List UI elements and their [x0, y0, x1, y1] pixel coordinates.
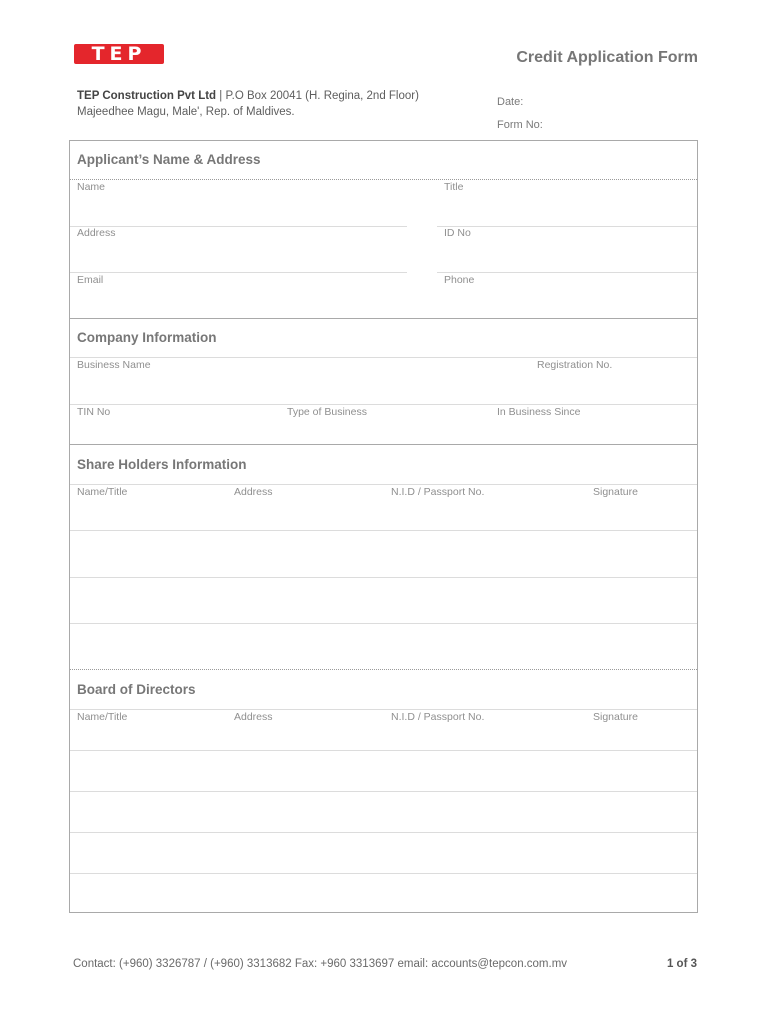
section-divider	[70, 357, 697, 358]
registration-no-field[interactable]: Registration No.	[537, 359, 613, 371]
type-of-business-field[interactable]: Type of Business	[287, 406, 367, 418]
shareholders-section-title: Share Holders Information	[77, 457, 247, 472]
date-label: Date:	[497, 96, 524, 108]
field-line	[70, 226, 407, 227]
email-field[interactable]: Email	[77, 274, 104, 286]
in-business-since-field[interactable]: In Business Since	[497, 406, 581, 418]
business-name-field[interactable]: Business Name	[77, 359, 151, 371]
application-form	[69, 140, 698, 913]
page-number: 1 of 3	[666, 958, 697, 970]
table-row-divider	[70, 873, 697, 874]
field-line	[70, 404, 697, 405]
document-title: Credit Application Form	[516, 49, 698, 66]
shareholders-column-address: Address	[234, 486, 273, 498]
company-section-title: Company Information	[77, 330, 217, 345]
section-divider	[70, 318, 697, 319]
shareholders-column-name: Name/Title	[77, 486, 128, 498]
form-no-label: Form No:	[497, 119, 543, 131]
contact-footer: Contact: (+960) 3326787 / (+960) 3313682 Fax: +960 3313697 email: accounts@tepcon.com.mv	[73, 958, 568, 970]
directors-section-title: Board of Directors	[77, 682, 196, 697]
name-field[interactable]: Name	[77, 181, 106, 193]
directors-column-name: Name/Title	[77, 711, 128, 723]
directors-column-signature: Signature	[593, 711, 638, 723]
table-row-divider	[70, 577, 697, 578]
directors-column-address: Address	[234, 711, 273, 723]
field-line	[437, 226, 697, 227]
table-row-divider	[70, 750, 697, 751]
table-row-divider	[70, 530, 697, 531]
section-divider	[70, 484, 697, 485]
tin-no-field[interactable]: TIN No	[77, 406, 111, 418]
company-name: TEP Construction Pvt Ltd	[77, 90, 217, 102]
phone-field[interactable]: Phone	[444, 274, 475, 286]
section-divider	[70, 709, 697, 710]
section-divider	[70, 444, 697, 445]
title-field[interactable]: Title	[444, 181, 464, 193]
field-line	[437, 272, 697, 273]
shareholders-column-nid: N.I.D / Passport No.	[391, 486, 485, 498]
id-no-field[interactable]: ID No	[444, 227, 471, 239]
company-address-line-2: Majeedhee Magu, Male', Rep. of Maldives.	[77, 106, 295, 118]
section-divider	[70, 179, 697, 180]
shareholders-column-signature: Signature	[593, 486, 638, 498]
field-line	[70, 272, 407, 273]
table-row-divider	[70, 623, 697, 624]
company-info	[77, 88, 419, 120]
table-row-divider	[70, 832, 697, 833]
table-row-divider	[70, 791, 697, 792]
company-address-line-1: | P.O Box 20041 (H. Regina, 2nd Floor)	[219, 90, 419, 102]
address-field[interactable]: Address	[77, 227, 116, 239]
applicant-section-title: Applicant’s Name & Address	[77, 152, 261, 167]
directors-column-nid: N.I.D / Passport No.	[391, 711, 485, 723]
section-divider	[70, 669, 697, 670]
company-logo: TEP	[74, 44, 164, 64]
